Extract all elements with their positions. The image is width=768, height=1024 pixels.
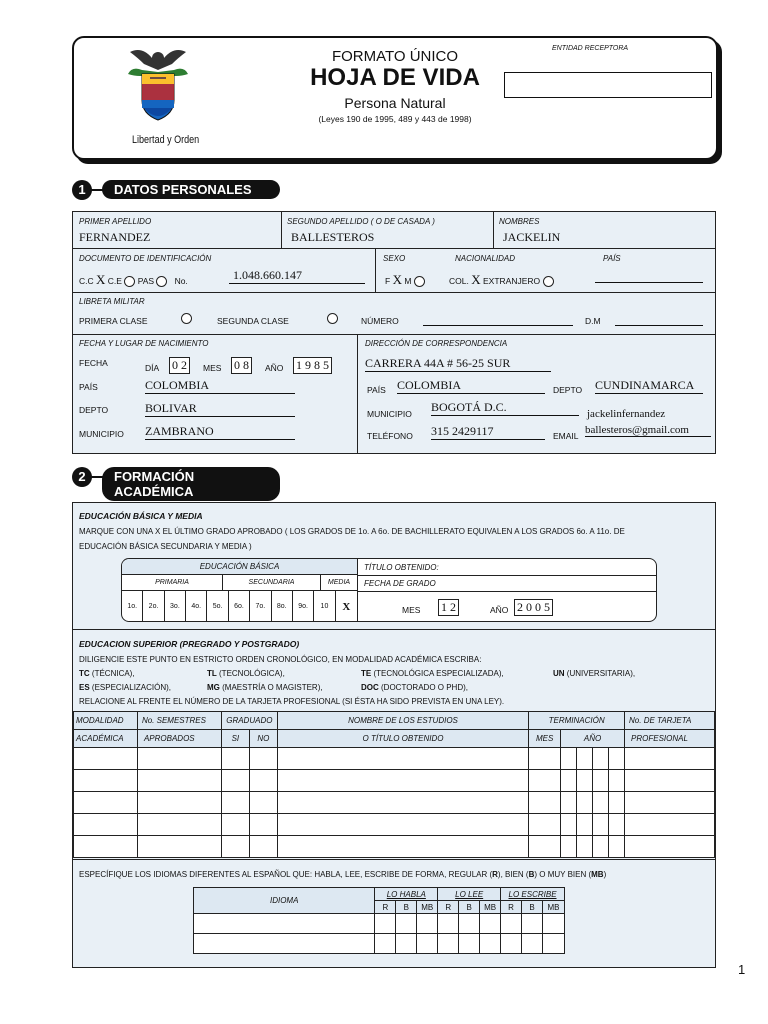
table-row <box>74 748 715 770</box>
table-cell[interactable] <box>194 914 375 934</box>
birth-year[interactable]: 1 9 8 5 <box>293 357 332 374</box>
table-cell[interactable] <box>609 814 625 836</box>
sex-m-radio[interactable] <box>414 276 425 287</box>
id-number-field[interactable]: 1.048.660.147 <box>229 268 365 284</box>
table-cell[interactable] <box>137 792 221 814</box>
grade-cell[interactable]: 10 <box>314 591 335 622</box>
table-cell[interactable] <box>375 914 396 934</box>
table-cell[interactable] <box>74 836 138 858</box>
table-row <box>194 914 565 934</box>
table-cell[interactable] <box>522 934 543 954</box>
level-header: R <box>438 901 459 914</box>
addr-depto-field[interactable]: CUNDINAMARCA <box>595 378 703 394</box>
dm-field[interactable] <box>615 325 703 326</box>
table-cell[interactable] <box>561 770 577 792</box>
col-nombre-1: NOMBRE DE LOS ESTUDIOS <box>277 712 528 730</box>
section-1-title: DATOS PERSONALES <box>102 180 280 199</box>
table-cell[interactable] <box>561 748 577 770</box>
table-cell[interactable] <box>625 792 715 814</box>
table-cell[interactable] <box>529 814 561 836</box>
grade-cell[interactable]: X <box>342 601 351 613</box>
table-cell[interactable] <box>561 814 577 836</box>
email-line-2[interactable]: ballesteros@gmail.com <box>585 424 711 437</box>
col-no: NO <box>249 730 277 748</box>
sex-label: SEXO <box>383 254 406 263</box>
addr-depto-label: DEPTO <box>553 385 583 395</box>
table-cell[interactable] <box>529 836 561 858</box>
table-cell[interactable] <box>625 836 715 858</box>
mod-un: UN (UNIVERSITARIA), <box>553 669 636 678</box>
basic-edu-panel <box>121 558 657 622</box>
level-header: R <box>375 901 396 914</box>
email-line-1[interactable]: jackelinfernandez <box>587 408 666 420</box>
mod-te: TE (TECNOLÓGICA ESPECIALIZADA), <box>361 669 504 678</box>
motto: Libertad y Orden <box>132 134 200 146</box>
table-cell[interactable] <box>277 770 528 792</box>
table-cell[interactable] <box>593 792 609 814</box>
address-label: DIRECCIÓN DE CORRESPONDENCIA <box>365 339 508 348</box>
table-row <box>74 836 715 858</box>
table-cell[interactable] <box>561 836 577 858</box>
military-label: LIBRETA MILITAR <box>79 297 145 306</box>
table-cell[interactable] <box>459 934 480 954</box>
higher-edu-title: EDUCACION SUPERIOR (PREGRADO Y POSTGRADO) <box>79 639 300 649</box>
col-semestres-2: APROBADOS <box>137 730 221 748</box>
grades-row <box>122 591 357 622</box>
mod-tl: TL (TECNOLÓGICA), <box>207 669 285 678</box>
table-cell[interactable] <box>577 748 593 770</box>
table-cell[interactable] <box>74 814 138 836</box>
addr-country-field[interactable]: COLOMBIA <box>397 378 545 394</box>
nationality-label: NACIONALIDAD <box>455 254 516 263</box>
table-cell[interactable] <box>529 748 561 770</box>
entity-field[interactable] <box>504 72 712 98</box>
table-cell[interactable] <box>577 770 593 792</box>
table-cell[interactable] <box>221 770 249 792</box>
mod-mg: MG (MAESTRÍA O MAGISTER), <box>207 683 323 692</box>
table-cell[interactable] <box>593 836 609 858</box>
table-cell[interactable] <box>609 836 625 858</box>
table-cell[interactable] <box>480 914 501 934</box>
grad-month-label: MES <box>402 605 421 615</box>
table-cell[interactable] <box>249 748 277 770</box>
academic-box <box>72 502 716 968</box>
grade-cell[interactable]: 9o. <box>293 591 314 622</box>
level-header: MB <box>417 901 438 914</box>
col-lo-habla: LO HABLA <box>375 888 438 901</box>
page-title: HOJA DE VIDA <box>310 64 480 91</box>
birth-day[interactable]: 0 2 <box>169 357 190 374</box>
basic-edu-title: EDUCACIÓN BÁSICA Y MEDIA <box>79 511 203 521</box>
table-row <box>74 814 715 836</box>
basic-edu-label: EDUCACIÓN BÁSICA <box>122 559 357 575</box>
grade-cell[interactable]: 6o. <box>229 591 250 622</box>
id-ce-radio[interactable] <box>124 276 135 287</box>
table-cell[interactable] <box>593 770 609 792</box>
birth-country-field[interactable]: COLOMBIA <box>145 378 295 394</box>
table-cell[interactable] <box>609 748 625 770</box>
day-label: DÍA <box>145 363 160 373</box>
first-class-label: PRIMERA CLASE <box>79 316 148 326</box>
table-cell[interactable] <box>277 814 528 836</box>
grad-date-label: FECHA DE GRADO <box>364 579 436 588</box>
section-1-number: 1 <box>72 180 92 200</box>
table-cell[interactable] <box>609 792 625 814</box>
mod-tc: TC (TÉCNICA), <box>79 669 135 678</box>
table-cell[interactable] <box>277 792 528 814</box>
laws-note: (Leyes 190 de 1995, 489 y 443 de 1998) <box>318 114 472 124</box>
level-header: MB <box>480 901 501 914</box>
basic-instr-1: MARQUE CON UNA X EL ÚLTIMO GRADO APROBADO ( LOS GRADOS DE 1o. A 6o. DE BACHILLERATO EQUIVALEN A LOS GRADOS 6o. A 11o. DE <box>79 527 625 536</box>
col-si: SI <box>221 730 249 748</box>
table-cell[interactable] <box>74 792 138 814</box>
table-cell[interactable] <box>438 914 459 934</box>
military-number-field[interactable] <box>423 325 573 326</box>
table-cell[interactable] <box>501 914 522 934</box>
table-cell[interactable] <box>221 792 249 814</box>
id-doc-label: DOCUMENTO DE IDENTIFICACIÓN <box>79 254 212 263</box>
second-surname-value[interactable]: BALLESTEROS <box>291 230 375 244</box>
higher-edu-table <box>73 711 715 858</box>
section-2-title: FORMACIÓN ACADÉMICA <box>102 467 280 501</box>
table-cell[interactable] <box>396 914 417 934</box>
grade-cell[interactable]: 1o. <box>122 591 143 622</box>
country-field[interactable] <box>595 282 703 283</box>
col-semestres-1: No. SEMESTRES <box>137 712 221 730</box>
grad-year[interactable]: 2 0 0 5 <box>514 599 553 616</box>
languages-instr: ESPECÍFIQUE LOS IDIOMAS DIFERENTES AL ESPAÑOL QUE: HABLA, LEE, ESCRIBE DE FORMA, REGULAR (R), BIEN (B) O MUY BIEN (MB) <box>79 870 607 879</box>
id-type-options: C.C X C.E PAS No. <box>79 272 188 287</box>
table-cell[interactable] <box>249 814 277 836</box>
phone-label: TELÉFONO <box>367 431 413 441</box>
secundaria-label: SECUNDARIA <box>223 575 321 591</box>
grade-cell[interactable]: 4o. <box>186 591 207 622</box>
address-field[interactable]: CARRERA 44A # 56-25 SUR <box>365 356 551 372</box>
table-cell[interactable] <box>625 748 715 770</box>
table-cell[interactable] <box>529 770 561 792</box>
phone-field[interactable]: 315 2429117 <box>431 424 545 440</box>
table-cell[interactable] <box>438 934 459 954</box>
grad-month[interactable]: 1 2 <box>438 599 459 616</box>
table-cell[interactable] <box>625 814 715 836</box>
birth-municipio-field[interactable]: ZAMBRANO <box>145 424 295 440</box>
table-cell[interactable] <box>501 934 522 954</box>
col-idioma: IDIOMA <box>194 888 375 914</box>
table-cell[interactable] <box>375 934 396 954</box>
first-surname-label: PRIMER APELLIDO <box>79 217 152 226</box>
table-cell[interactable] <box>480 934 501 954</box>
grade-cell[interactable]: 8o. <box>272 591 293 622</box>
table-cell[interactable] <box>137 770 221 792</box>
date-label: FECHA <box>79 358 108 368</box>
table-cell[interactable] <box>221 836 249 858</box>
col-lo-lee: LO LEE <box>438 888 501 901</box>
names-value[interactable]: JACKELIN <box>503 230 561 244</box>
table-row <box>194 934 565 954</box>
table-cell[interactable] <box>542 934 564 954</box>
col-graduado: GRADUADO <box>221 712 277 730</box>
military-number-label: NÚMERO <box>361 316 399 326</box>
relate-instr: RELACIONE AL FRENTE EL NÚMERO DE LA TARJETA PROFESIONAL (SI ÉSTA HA SIDO PREVISTA EN UNA LEY). <box>79 697 505 706</box>
grade-cell[interactable]: 7o. <box>250 591 271 622</box>
media-label: MEDIA <box>321 575 357 591</box>
table-cell[interactable] <box>625 770 715 792</box>
names-label: NOMBRES <box>499 217 540 226</box>
table-cell[interactable] <box>221 748 249 770</box>
dm-label: D.M <box>585 316 601 326</box>
form-header <box>72 36 718 160</box>
sex-f-mark[interactable]: X <box>392 272 402 287</box>
basic-instr-2: EDUCACIÓN BÁSICA SECUNDARIA Y MEDIA ) <box>79 542 252 551</box>
table-cell[interactable] <box>137 836 221 858</box>
table-cell[interactable] <box>417 934 438 954</box>
subtitle: Persona Natural <box>344 95 446 111</box>
entity-label: ENTIDAD RECEPTORA <box>552 45 629 52</box>
table-cell[interactable] <box>74 770 138 792</box>
id-pas-radio[interactable] <box>156 276 167 287</box>
table-cell[interactable] <box>529 792 561 814</box>
table-cell[interactable] <box>459 914 480 934</box>
col-lo-escribe: LO ESCRIBE <box>501 888 565 901</box>
birth-municipio-label: MUNICIPIO <box>79 429 124 439</box>
table-cell[interactable] <box>542 914 564 934</box>
col-terminacion: TERMINACIÓN <box>529 712 625 730</box>
second-surname-label: SEGUNDO APELLIDO ( O DE CASADA ) <box>287 217 435 226</box>
level-header: R <box>501 901 522 914</box>
first-surname-value[interactable]: FERNANDEZ <box>79 230 151 244</box>
id-cc-mark[interactable]: X <box>96 272 106 287</box>
table-cell[interactable] <box>277 748 528 770</box>
coat-of-arms-icon <box>122 44 194 126</box>
grade-cell[interactable]: 3o. <box>165 591 186 622</box>
title-obtained-label: TÍTULO OBTENIDO: <box>364 563 439 572</box>
table-row <box>74 770 715 792</box>
table-cell[interactable] <box>249 836 277 858</box>
level-header: B <box>396 901 417 914</box>
table-cell[interactable] <box>609 770 625 792</box>
addr-municipio-label: MUNICIPIO <box>367 409 412 419</box>
table-cell[interactable] <box>577 814 593 836</box>
grade-cell[interactable]: 2o. <box>143 591 164 622</box>
higher-instr: DILIGENCIE ESTE PUNTO EN ESTRICTO ORDEN CRONOLÓGICO, EN MODALIDAD ACADÉMICA ESCRIBA: <box>79 655 482 664</box>
table-cell[interactable] <box>137 814 221 836</box>
second-class-radio[interactable] <box>327 313 338 324</box>
col-mes: MES <box>529 730 561 748</box>
table-cell[interactable] <box>137 748 221 770</box>
format-label: FORMATO ÚNICO <box>331 48 459 65</box>
languages-table <box>193 887 565 954</box>
col-modalidad-2: ACADÉMICA <box>74 730 138 748</box>
table-cell[interactable] <box>74 748 138 770</box>
second-class-label: SEGUNDA CLASE <box>217 316 289 326</box>
table-cell[interactable] <box>593 814 609 836</box>
mod-doc: DOC (DOCTORADO O PHD), <box>361 683 468 692</box>
table-cell[interactable] <box>522 914 543 934</box>
birth-depto-field[interactable]: BOLIVAR <box>145 401 295 417</box>
col-tarjeta-1: No. DE TARJETA <box>625 712 715 730</box>
table-cell[interactable] <box>593 748 609 770</box>
nat-col-mark[interactable]: X <box>471 272 481 287</box>
birth-depto-label: DEPTO <box>79 405 109 415</box>
table-cell[interactable] <box>277 836 528 858</box>
col-ano: AÑO <box>561 730 625 748</box>
primaria-label: PRIMARIA <box>122 575 223 591</box>
email-label: EMAIL <box>553 431 579 441</box>
col-tarjeta-2: PROFESIONAL <box>625 730 715 748</box>
table-cell[interactable] <box>396 934 417 954</box>
nat-ext-radio[interactable] <box>543 276 554 287</box>
birth-label: FECHA Y LUGAR DE NACIMIENTO <box>79 339 209 348</box>
level-header: MB <box>542 901 564 914</box>
table-cell[interactable] <box>417 914 438 934</box>
section-2-number: 2 <box>72 467 92 487</box>
level-header: B <box>459 901 480 914</box>
birth-month[interactable]: 0 8 <box>231 357 252 374</box>
month-label: MES <box>203 363 222 373</box>
nationality-options: COL. X EXTRANJERO <box>449 272 554 288</box>
col-nombre-2: O TÍTULO OBTENIDO <box>277 730 528 748</box>
table-cell[interactable] <box>577 836 593 858</box>
page-number: 1 <box>738 962 746 977</box>
table-cell[interactable] <box>577 792 593 814</box>
first-class-radio[interactable] <box>181 313 192 324</box>
addr-country-label: PAÍS <box>367 385 386 395</box>
table-cell[interactable] <box>249 770 277 792</box>
grad-year-label: AÑO <box>490 605 509 615</box>
table-cell[interactable] <box>194 934 375 954</box>
sex-options: F X M <box>385 272 425 288</box>
col-modalidad-1: MODALIDAD <box>74 712 138 730</box>
level-header: B <box>522 901 543 914</box>
mod-es: ES (ESPECIALIZACIÓN), <box>79 683 172 692</box>
grade-cell[interactable]: 5o. <box>207 591 228 622</box>
personal-data-box <box>72 211 716 454</box>
table-cell[interactable] <box>249 792 277 814</box>
birth-country-label: PAÍS <box>79 382 98 392</box>
year-label: AÑO <box>265 363 284 373</box>
table-cell[interactable] <box>221 814 249 836</box>
table-row <box>74 792 715 814</box>
country-label: PAÍS <box>603 254 621 263</box>
table-cell[interactable] <box>561 792 577 814</box>
addr-municipio-field[interactable]: BOGOTÁ D.C. <box>431 400 579 416</box>
